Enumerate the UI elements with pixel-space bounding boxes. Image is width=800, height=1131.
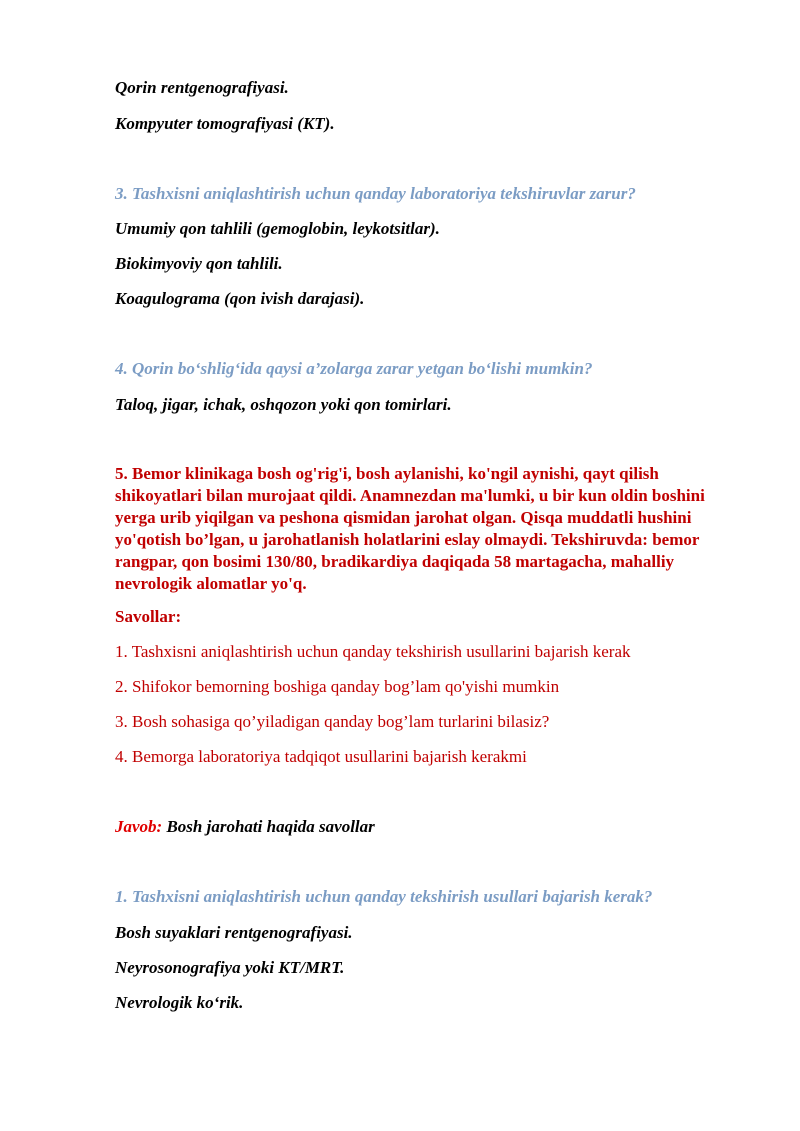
case-paragraph: 5. Bemor klinikaga bosh og'rig'i, bosh aylanishi, ko'ngil aynishi, qayt qilish shikoyatlari bilan murojaat qildi. Anamnezdan ma'lumki, u bir kun oldin boshini yerga urib yiqilgan va peshona qismidan jarohat olgan. Qisqa muddatli hushini yo'qotish bo’lgan, u jarohatlanish holatlarini eslay olmaydi. Tekshiruvda: bemor rangpar, qon bosimi 130/80, bradikardiya daqiqada 58 martagacha, mahalliy nevrologik alomatlar yo'q. [115,464,705,593]
question-heading: 4. Qorin bo‘shlig‘ida qaysi a’zolarga zarar yetgan bo‘lishi mumkin? [115,359,593,378]
answer-line: Nevrologik ko‘rik. [115,993,244,1012]
answer-line: Taloq, jigar, ichak, oshqozon yoki qon tomirlari. [115,395,452,414]
answer-line: Neyrosonografiya yoki KT/MRT. [115,958,345,977]
case-question: 4. Bemorga laboratoriya tadqiqot usullarini bajarish kerakmi [115,747,527,766]
answer-line: Bosh suyaklari rentgenografiyasi. [115,923,353,942]
answer-title: Bosh jarohati haqida savollar [162,817,375,836]
answer-heading [115,817,375,837]
answer-label: Javob: [115,817,163,836]
question-heading: 1. Tashxisni aniqlashtirish uchun qanday tekshirish usullari bajarish kerak? [115,887,653,906]
questions-heading: Savollar: [115,607,182,626]
question-heading: 3. Tashxisni aniqlashtirish uchun qanday laboratoriya tekshiruvlar zarur? [115,184,636,203]
case-question: 1. Tashxisni aniqlashtirish uchun qanday tekshirish usullarini bajarish kerak [115,642,631,661]
case-question: 2. Shifokor bemorning boshiga qanday bog’lam qo'yishi mumkin [115,677,560,696]
answer-line: Umumiy qon tahlili (gemoglobin, leykotsitlar). [115,219,440,238]
answer-line: Koagulograma (qon ivish darajasi). [115,289,365,308]
case-question: 3. Bosh sohasiga qo’yiladigan qanday bog’lam turlarini bilasiz? [115,712,550,731]
text-line: Kompyuter tomografiyasi (KT). [115,114,335,133]
answer-line: Biokimyoviy qon tahlili. [115,254,283,273]
text-line: Qorin rentgenografiyasi. [115,78,289,97]
